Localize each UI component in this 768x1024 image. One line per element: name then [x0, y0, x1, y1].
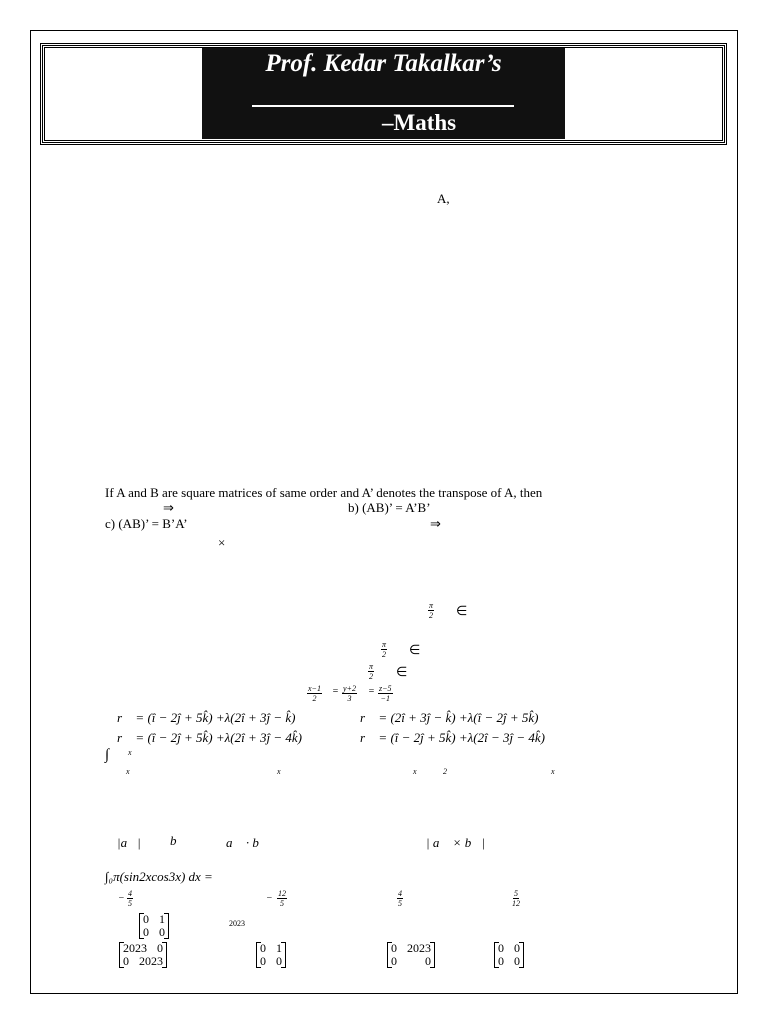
matrix-power: 2023 — [229, 919, 245, 928]
pi-fraction: $\frac{\pi}{2}$ — [429, 601, 434, 620]
integral-superscript: x — [128, 748, 132, 757]
option-c: c) (AB)’ = B’A’ — [105, 516, 188, 531]
matrix-option-1: 2023 0 0 2023 — [119, 942, 167, 968]
cross-product-magnitude: | a⃗ × b⃗| — [426, 835, 485, 850]
option-b: b) (AB)’ = A’B’ — [348, 500, 431, 515]
matrix-option-4: 0 0 0 0 — [494, 942, 524, 968]
definite-integral: ∫₀π(sin2xcos3x) dx = — [105, 869, 213, 884]
line-eq-fraction: $\frac{z-5}{-1}$ — [379, 684, 392, 703]
integral-option-3-exponent: 2 — [443, 767, 447, 776]
equals-sign: = — [332, 686, 339, 697]
integral-answer-2: $\frac{12}{5}$ — [278, 889, 286, 908]
implies-symbol: ⇒ — [163, 500, 174, 515]
integral-answer-3: $\frac{4}{5}$ — [398, 889, 402, 908]
integral-option-3: x — [413, 767, 417, 776]
base-matrix: 0 1 0 0 — [139, 913, 169, 939]
vector-magnitude-a: |a⃗| — [117, 835, 141, 850]
matrix-option-3: 0 2023 0 0 — [387, 942, 435, 968]
integral-answer-4: $\frac{5}{12}$ — [512, 889, 520, 908]
integral-sign: ∫ — [105, 747, 110, 763]
times-symbol: × — [218, 535, 226, 550]
stray-text: A, — [437, 191, 450, 206]
line-eq-fraction: $\frac{y+2}{3}$ — [343, 684, 356, 703]
pi-fraction: $\frac{\pi}{2}$ — [369, 662, 374, 681]
line-option-1: r⃗ = (î − 2ĵ + 5k̂) +λ(2î + 3ĵ − k̂) — [117, 710, 296, 725]
element-of-symbol: ∈ — [396, 664, 408, 679]
dot-product: a⃗ · b⃗ — [226, 835, 269, 850]
line-option-2: r⃗ = (2î + 3ĵ − k̂) +λ(î − 2ĵ + 5k̂) — [360, 710, 539, 725]
line-option-3: r⃗ = (î − 2ĵ + 5k̂) +λ(2î + 3ĵ − 4k̂) — [117, 730, 302, 745]
question-stem: If A and B are square matrices of same order and A’ denotes the transpose of A, then — [105, 485, 543, 500]
option-sign: − — [118, 893, 125, 904]
header-title: Prof. Kedar Takalkar’s — [265, 50, 502, 77]
integral-option-4: x — [551, 767, 555, 776]
integral-option-2: x — [277, 767, 281, 776]
line-eq-fraction: $\frac{x-1}{2}$ — [308, 684, 321, 703]
vector-b: b⃗ — [170, 833, 187, 848]
header-subject: –Maths — [382, 110, 457, 135]
element-of-symbol: ∈ — [409, 642, 421, 657]
integral-option-1: x — [126, 767, 130, 776]
matrix-option-2: 0 1 0 0 — [256, 942, 286, 968]
header-rule — [252, 105, 514, 107]
implies-symbol: ⇒ — [430, 516, 441, 531]
element-of-symbol: ∈ — [456, 603, 468, 618]
integral-answer-1: $\frac{4}{5}$ — [128, 889, 132, 908]
pi-fraction: $\frac{\pi}{2}$ — [382, 640, 387, 659]
line-option-4: r⃗ = (î − 2ĵ + 5k̂) +λ(2î − 3ĵ − 4k̂) — [360, 730, 545, 745]
option-sign: − — [266, 893, 273, 904]
equals-sign: = — [368, 686, 375, 697]
